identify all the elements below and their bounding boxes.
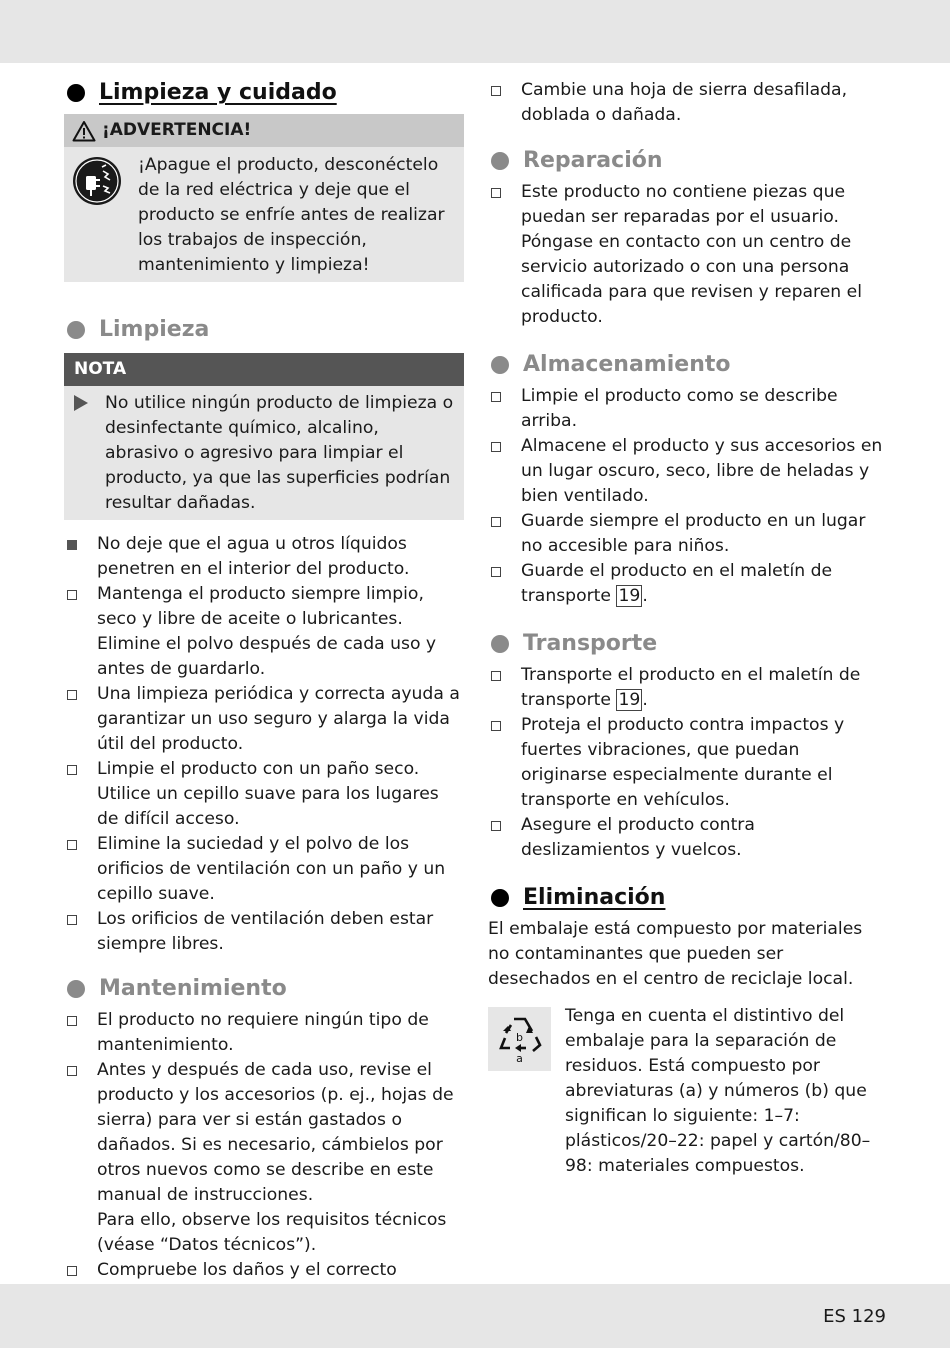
square-bullet-icon	[491, 567, 501, 577]
heading-title: Almacenamiento	[523, 352, 731, 377]
warning-box	[64, 114, 464, 282]
figure-reference: 19	[618, 690, 641, 710]
square-bullet-icon	[491, 188, 501, 198]
list-item: No deje que el agua u otros líquidos penetren en el interior del producto.	[64, 532, 464, 582]
unplug-icon	[72, 156, 122, 206]
square-bullet-icon	[67, 1066, 77, 1076]
heading-cleaning	[64, 315, 464, 345]
recycling-text: Tenga en cuenta el distintivo del embalaje para la separación de residuos. Está compuesto por abreviaturas (a) y números (b) que significan lo siguiente: 1–7: plásticos/20–22: papel y cartón/80–98: materiales compuestos.	[565, 1006, 871, 1176]
recycling-symbol-icon	[488, 1007, 551, 1071]
list-item: Almacene el producto y sus accesorios en un lugar oscuro, seco, libre de heladas y bien ventilado.	[488, 434, 888, 509]
bullet-dot-icon	[491, 889, 509, 907]
warning-text: ¡Apague el producto, desconéctelo de la red eléctrica y deje que el producto se enfríe antes de realizar los trabajos de inspección, mantenimiento y limpieza!	[138, 155, 445, 275]
list-item: El producto no requiere ningún tipo de mantenimiento.	[64, 1008, 464, 1058]
list-item	[64, 1058, 464, 1258]
page-number: ES 129	[823, 1306, 886, 1327]
list-item: Una limpieza periódica y correcta ayuda a garantizar un uso seguro y alarga la vida útil del producto.	[64, 682, 464, 757]
warning-header	[64, 114, 464, 147]
heading-transport	[488, 629, 888, 659]
cleaning-list	[64, 532, 464, 957]
square-bullet-icon	[67, 690, 77, 700]
disposal-intro: El embalaje está compuesto por materiales no contaminantes que pueden ser desechados en el centro de reciclaje local.	[488, 919, 863, 989]
maintenance-text: Para ello, observe los requisitos técnicos (véase “Datos técnicos”).	[97, 1210, 447, 1255]
list-item: Cambie una hoja de sierra desafilada, doblada o dañada.	[488, 78, 888, 128]
triangle-arrow-icon	[74, 395, 88, 411]
note-text: No utilice ningún producto de limpieza o desinfectante químico, alcalino, abrasivo o agresivo para limpiar el producto, ya que las superficies podrían resultar dañadas.	[105, 393, 454, 513]
heading-title: Mantenimiento	[99, 976, 287, 1001]
heading-title: Eliminación	[523, 885, 666, 910]
maintenance-text: Antes y después de cada uso, revise el producto y los accesorios (p. ej., hojas de sierra) para ver si están gastados o dañados. Si es necesario, cámbielos por otros nuevos como se describe en este manual de instrucciones.	[97, 1060, 454, 1205]
bullet-dot-icon	[67, 980, 85, 998]
note-header: NOTA	[64, 353, 464, 386]
filled-square-bullet-icon	[67, 540, 77, 550]
square-bullet-icon	[491, 517, 501, 527]
heading-maintenance	[64, 974, 464, 1004]
note-body	[64, 386, 464, 520]
square-bullet-icon	[491, 821, 501, 831]
bullet-dot-icon	[491, 152, 509, 170]
list-item: Asegure el producto contra deslizamientos y vuelcos.	[488, 813, 888, 863]
transport-list	[488, 663, 888, 863]
bullet-dot-icon	[491, 356, 509, 374]
warning-body	[64, 147, 464, 282]
square-bullet-icon	[491, 392, 501, 402]
heading-repair	[488, 146, 888, 176]
continued-list	[488, 78, 888, 128]
square-bullet-icon	[491, 86, 501, 96]
list-item: Transporte el producto en el maletín de transporte 19 .	[488, 663, 888, 713]
square-bullet-icon	[67, 765, 77, 775]
square-bullet-icon	[67, 1266, 77, 1276]
recycling-row	[488, 1004, 888, 1179]
bullet-dot-icon	[67, 84, 85, 102]
right-column	[488, 78, 888, 1179]
list-item: Proteja el producto contra impactos y fuertes vibraciones, que puedan originarse especialmente durante el transporte en vehículos.	[488, 713, 888, 813]
square-bullet-icon	[491, 671, 501, 681]
bullet-dot-icon	[67, 321, 85, 339]
bullet-dot-icon	[491, 635, 509, 653]
left-column	[64, 78, 464, 1333]
heading-storage	[488, 350, 888, 380]
repair-list	[488, 180, 888, 330]
list-item: Elimine la suciedad y el polvo de los orificios de ventilación con un paño y un cepillo suave.	[64, 832, 464, 907]
recycle-a-label: a	[516, 1052, 523, 1065]
list-item: Guarde el producto en el maletín de transporte 19 .	[488, 559, 888, 609]
heading-title: Limpieza y cuidado	[99, 80, 337, 105]
storage-list	[488, 384, 888, 609]
heading-disposal	[488, 883, 888, 913]
note-box	[64, 353, 464, 520]
square-bullet-icon	[67, 840, 77, 850]
list-item: Limpie el producto como se describe arriba.	[488, 384, 888, 434]
square-bullet-icon	[67, 1016, 77, 1026]
square-bullet-icon	[67, 590, 77, 600]
heading-title: Reparación	[523, 148, 663, 173]
heading-cleaning-care	[64, 78, 464, 108]
list-item: Guarde siempre el producto en un lugar no accesible para niños.	[488, 509, 888, 559]
warning-triangle-icon	[72, 120, 96, 142]
list-item: Limpie el producto con un paño seco. Utilice un cepillo suave para los lugares de difícil acceso.	[64, 757, 464, 832]
list-item: Compruebe los daños y el correcto	[64, 1258, 464, 1333]
warning-label: ¡ADVERTENCIA!	[102, 120, 252, 140]
square-bullet-icon	[491, 721, 501, 731]
figure-reference: 19	[618, 586, 641, 606]
list-item: Este producto no contiene piezas que puedan ser reparadas por el usuario. Póngase en contacto con un centro de servicio autorizado o con una persona calificada para que revisen y reparen el producto.	[488, 180, 888, 330]
list-item: Mantenga el producto siempre limpio, seco y libre de aceite o lubricantes. Elimine el polvo después de cada uso y antes de guardarlo.	[64, 582, 464, 682]
heading-title: Limpieza	[99, 317, 210, 342]
heading-title: Transporte	[523, 631, 658, 656]
bottom-band	[0, 1284, 950, 1348]
recycle-b-label: b	[516, 1031, 523, 1044]
top-band	[0, 0, 950, 63]
square-bullet-icon	[67, 915, 77, 925]
square-bullet-icon	[491, 442, 501, 452]
list-item: Los orificios de ventilación deben estar siempre libres.	[64, 907, 464, 957]
